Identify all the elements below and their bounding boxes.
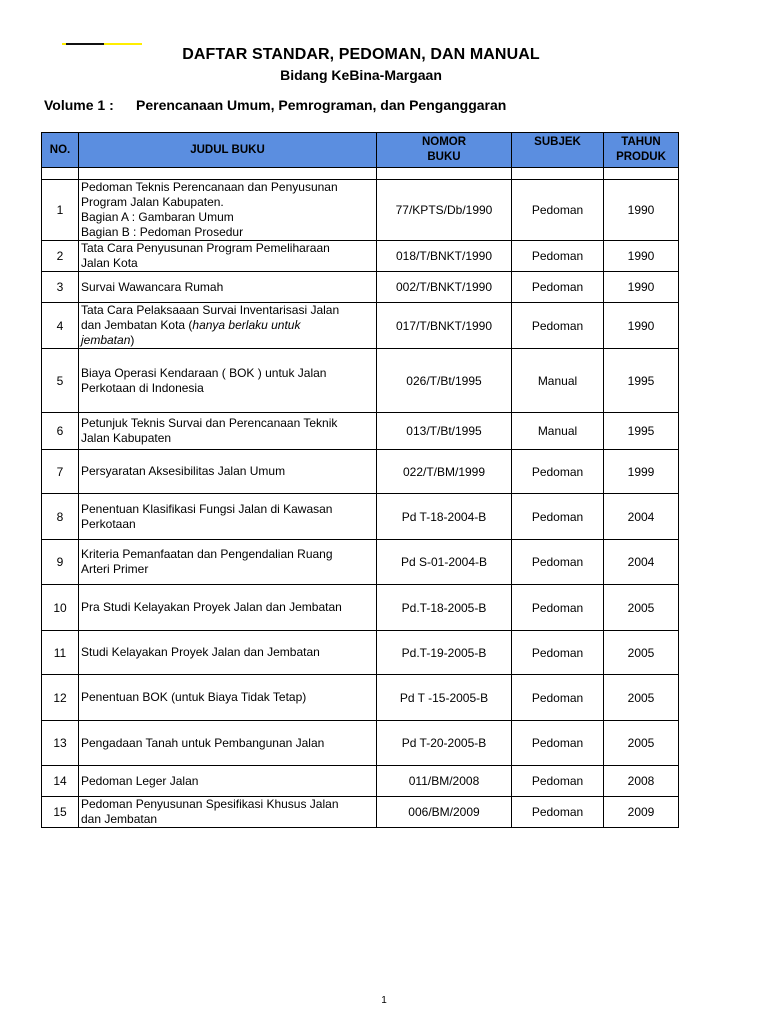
row-number: 12 — [42, 675, 79, 721]
row-number: 3 — [42, 272, 79, 303]
book-year: 2005 — [604, 585, 679, 631]
book-year: 2005 — [604, 675, 679, 721]
book-year: 1990 — [604, 180, 679, 241]
book-title — [79, 349, 377, 413]
row-number: 1 — [42, 180, 79, 241]
book-title — [79, 797, 377, 828]
book-subject: Pedoman — [512, 241, 604, 272]
book-year: 1990 — [604, 303, 679, 349]
col-header-nomor-line2: BUKU — [427, 151, 461, 163]
book-title — [79, 180, 377, 241]
book-number: Pd S-01-2004-B — [377, 540, 512, 585]
book-title-line: Perkotaan di Indonesia — [81, 380, 204, 395]
book-year: 1995 — [604, 349, 679, 413]
book-title — [79, 450, 377, 494]
book-subject: Pedoman — [512, 766, 604, 797]
table-row — [42, 631, 679, 675]
book-year: 1995 — [604, 413, 679, 450]
book-number: Pd T-20-2005-B — [377, 721, 512, 766]
row-number: 7 — [42, 450, 79, 494]
book-title-line: Bagian B : Pedoman Prosedur — [81, 225, 244, 239]
col-header-subjek: SUBJEK — [512, 133, 604, 168]
book-number: Pd.T-18-2005-B — [377, 585, 512, 631]
book-year: 2008 — [604, 766, 679, 797]
row-number: 10 — [42, 585, 79, 631]
table-row — [42, 797, 679, 828]
table-row — [42, 585, 679, 631]
book-number: 002/T/BNKT/1990 — [377, 272, 512, 303]
volume-title: Perencanaan Umum, Pemrograman, dan Penganggaran — [136, 97, 507, 113]
book-year: 1990 — [604, 241, 679, 272]
book-title-line: Perkotaan — [81, 516, 136, 531]
book-subject: Pedoman — [512, 494, 604, 540]
book-subject: Pedoman — [512, 272, 604, 303]
book-subject: Pedoman — [512, 797, 604, 828]
row-number: 15 — [42, 797, 79, 828]
table-row — [42, 303, 679, 349]
book-year: 2004 — [604, 494, 679, 540]
book-number: Pd T -15-2005-B — [377, 675, 512, 721]
book-number: 018/T/BNKT/1990 — [377, 241, 512, 272]
book-title — [79, 540, 377, 585]
book-year: 2009 — [604, 797, 679, 828]
book-title-line: Bagian A : Gambaran Umum — [81, 210, 234, 224]
col-header-tahun — [604, 133, 679, 168]
spacer-row — [42, 168, 679, 180]
book-title-note: hanya berlaku untuk — [192, 318, 301, 332]
book-title — [79, 721, 377, 766]
document-subtitle: Bidang KeBina-Margaan — [280, 67, 442, 83]
col-header-nomor-line1: NOMOR — [421, 136, 467, 148]
book-title-line: dan Jembatan — [81, 812, 158, 826]
book-title — [79, 675, 377, 721]
table-row — [42, 413, 679, 450]
standards-table — [41, 132, 679, 828]
book-title-line: Pra Studi Kelayakan Proyek Jalan dan Jembatan — [81, 600, 342, 614]
book-number: Pd.T-19-2005-B — [377, 631, 512, 675]
book-number: 026/T/Bt/1995 — [377, 349, 512, 413]
book-year: 2004 — [604, 540, 679, 585]
row-number: 9 — [42, 540, 79, 585]
row-number: 11 — [42, 631, 79, 675]
book-subject: Manual — [512, 349, 604, 413]
book-subject: Pedoman — [512, 450, 604, 494]
book-subject: Pedoman — [512, 631, 604, 675]
book-title-line: Tata Cara Pelaksaaan Survai Inventarisasi Jalan — [81, 303, 340, 317]
table-row — [42, 766, 679, 797]
book-title — [79, 272, 377, 303]
page-number: 1 — [381, 995, 387, 1006]
book-subject: Pedoman — [512, 675, 604, 721]
book-title-text: ) — [130, 333, 135, 347]
book-number: Pd T-18-2004-B — [377, 494, 512, 540]
row-number: 8 — [42, 494, 79, 540]
spacer-cell — [604, 168, 679, 180]
book-number: 017/T/BNKT/1990 — [377, 303, 512, 349]
book-year: 2005 — [604, 631, 679, 675]
book-title-line: Studi Kelayakan Proyek Jalan dan Jembatan — [81, 645, 320, 659]
book-title — [79, 303, 377, 349]
row-number: 5 — [42, 349, 79, 413]
book-subject: Pedoman — [512, 585, 604, 631]
spacer-cell — [79, 168, 377, 180]
book-title-line: Tata Cara Penyusunan Program Pemeliharaan — [81, 241, 330, 255]
table-row — [42, 675, 679, 721]
book-year: 2005 — [604, 721, 679, 766]
book-subject: Pedoman — [512, 303, 604, 349]
row-number: 4 — [42, 303, 79, 349]
book-title-line — [81, 333, 376, 348]
table-row — [42, 241, 679, 272]
row-number: 13 — [42, 721, 79, 766]
book-title-line: Penentuan BOK (untuk Biaya Tidak Tetap) — [81, 690, 307, 704]
book-title-line: Biaya Operasi Kendaraan ( BOK ) untuk Jalan — [81, 365, 327, 380]
row-number: 14 — [42, 766, 79, 797]
spacer-cell — [42, 168, 79, 180]
col-header-no: NO. — [42, 133, 79, 168]
book-title-line: Petunjuk Teknis Survai dan Perencanaan Teknik — [81, 416, 338, 430]
book-title-note: jembatan — [81, 333, 131, 347]
book-title-line: Pedoman Leger Jalan — [81, 773, 199, 788]
book-year: 1990 — [604, 272, 679, 303]
col-header-tahun-line1: TAHUN — [621, 136, 661, 148]
table-row — [42, 180, 679, 241]
row-number: 6 — [42, 413, 79, 450]
col-header-tahun-line2: PRODUK — [616, 151, 666, 163]
book-title-line: Pengadaan Tanah untuk Pembangunan Jalan — [81, 735, 325, 750]
book-title-line: Kriteria Pemanfaatan dan Pengendalian Ruang — [81, 547, 333, 561]
book-number: 77/KPTS/Db/1990 — [377, 180, 512, 241]
row-number: 2 — [42, 241, 79, 272]
book-title — [79, 631, 377, 675]
book-title-line: Penentuan Klasifikasi Fungsi Jalan di Kawasan — [81, 501, 333, 516]
book-year: 1999 — [604, 450, 679, 494]
book-number: 011/BM/2008 — [377, 766, 512, 797]
book-number: 022/T/BM/1999 — [377, 450, 512, 494]
table-row — [42, 721, 679, 766]
book-subject: Pedoman — [512, 540, 604, 585]
volume-heading — [44, 97, 506, 113]
book-title-line: Survai Wawancara Rumah — [81, 279, 224, 294]
book-subject: Pedoman — [512, 180, 604, 241]
table-header-row — [42, 133, 679, 168]
table-row — [42, 272, 679, 303]
book-number: 013/T/Bt/1995 — [377, 413, 512, 450]
spacer-cell — [377, 168, 512, 180]
book-title-line: Pedoman Teknis Perencanaan dan Penyusunan — [81, 180, 338, 194]
col-header-nomor — [377, 133, 512, 168]
spacer-cell — [512, 168, 604, 180]
table-row — [42, 349, 679, 413]
book-title — [79, 585, 377, 631]
col-header-judul: JUDUL BUKU — [79, 133, 377, 168]
book-title — [79, 766, 377, 797]
book-title-line: Pedoman Penyusunan Spesifikasi Khusus Jalan — [81, 797, 339, 811]
volume-label: Volume 1 : — [44, 97, 114, 113]
book-title-line: Arteri Primer — [81, 562, 149, 576]
table-row — [42, 494, 679, 540]
book-title-line: Jalan Kota — [81, 256, 138, 270]
book-title-line: Persyaratan Aksesibilitas Jalan Umum — [81, 464, 286, 478]
table-row — [42, 450, 679, 494]
book-title — [79, 413, 377, 450]
book-title-text: dan Jembatan Kota ( — [81, 318, 193, 332]
table-row — [42, 540, 679, 585]
book-number: 006/BM/2009 — [377, 797, 512, 828]
book-title-line — [81, 318, 376, 333]
book-subject: Manual — [512, 413, 604, 450]
book-title-line: Program Jalan Kabupaten. — [81, 195, 224, 209]
book-title-line: Jalan Kabupaten — [81, 431, 172, 445]
accent-line — [62, 43, 142, 45]
book-title — [79, 494, 377, 540]
document-title: DAFTAR STANDAR, PEDOMAN, DAN MANUAL — [182, 46, 540, 63]
book-title — [79, 241, 377, 272]
book-subject: Pedoman — [512, 721, 604, 766]
